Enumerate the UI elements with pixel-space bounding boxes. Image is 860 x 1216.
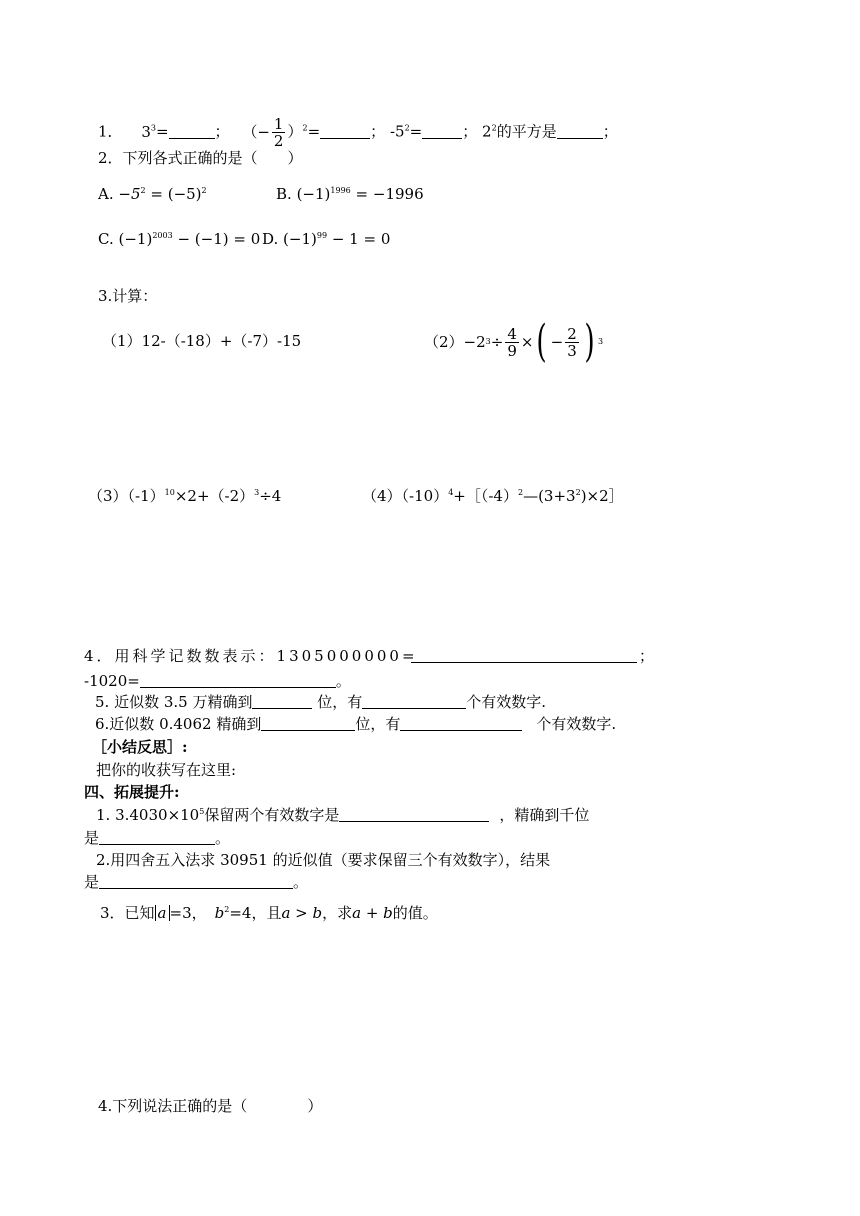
answer-blank[interactable] <box>339 807 489 822</box>
section-heading: 四、拓展提升: <box>84 783 180 801</box>
option-d: D. $(-1)^{99} - 1 = 0$ <box>262 230 391 248</box>
question-4: 4．用科学记数数表示：1305000000= <box>84 647 418 665</box>
answer-blank[interactable] <box>400 716 522 731</box>
answer-blank[interactable] <box>557 124 603 139</box>
question-5: 5. 近似数 3.5 万精确到 位，有 个有效数字. <box>95 693 547 711</box>
calc-2: （2） −2 3 ÷ $\frac{4}{9}$ × ( − $\frac{2}{3}$ ) 3 <box>424 316 604 367</box>
answer-blank[interactable] <box>99 874 293 889</box>
extend-1: 1. $3.4030\times 10^5$保留两个有效数字是 ，精确到千位 <box>96 806 590 824</box>
option-c: C. $(-1)^{2003} - (-1) = 0$ <box>98 230 261 248</box>
question-4-line2: -1020= 。 <box>84 672 351 690</box>
calc-3: $(3)(-1)^{10}\times 2+(-2)^3\div 4$ <box>88 487 282 505</box>
answer-blank[interactable] <box>422 124 462 139</box>
extend-2: 2.用四舍五入法求 30951 的近似值（要求保留三个有效数字），结果 <box>96 851 551 869</box>
option-a: A. $-5^2 = (-5)^2$ <box>98 185 207 203</box>
calc-1: （1）12-（-18）+（-7）-15 <box>102 332 302 350</box>
question-1: 1． $3^3=$ ； （− $\frac{1}{2}$ ）$^2$= ； $-5^2=$ ； $2^2$的平方是 ； <box>98 115 618 150</box>
question-2-title: 2．下列各式正确的是（ ） <box>98 149 303 167</box>
answer-blank[interactable] <box>169 124 215 139</box>
extend-3: 3．已知 a =3， $b^2=4$，且a > b，求a + b的值。 <box>100 904 438 922</box>
question-6: 6.近似数 0.4062 精确到 位，有 个有效数字. <box>95 715 617 733</box>
answer-blank[interactable] <box>362 694 466 709</box>
extend-1-line2: 是 。 <box>84 829 231 847</box>
answer-blank[interactable] <box>140 673 336 688</box>
summary-text: 把你的收获写在这里: <box>96 761 237 779</box>
answer-blank[interactable] <box>320 124 370 139</box>
answer-blank[interactable] <box>99 830 215 845</box>
calc-4: $(4)(-10)^4+[(-4)^2—(3+3^2)\times 2]$ <box>362 487 624 505</box>
fraction: $\frac{1}{2}$ <box>273 115 284 150</box>
option-b: B. $(-1)^{1996} = -1996$ <box>276 185 424 203</box>
answer-blank[interactable] <box>261 716 355 731</box>
summary-heading: ［小结反思］: <box>92 738 188 756</box>
answer-blank[interactable] <box>411 648 637 663</box>
answer-blank[interactable] <box>252 694 312 709</box>
extend-2-line2: 是 。 <box>84 873 309 891</box>
extend-4: 4.下列说法正确的是（ ） <box>98 1097 323 1115</box>
question-3-title: 3.计算： <box>98 287 158 305</box>
